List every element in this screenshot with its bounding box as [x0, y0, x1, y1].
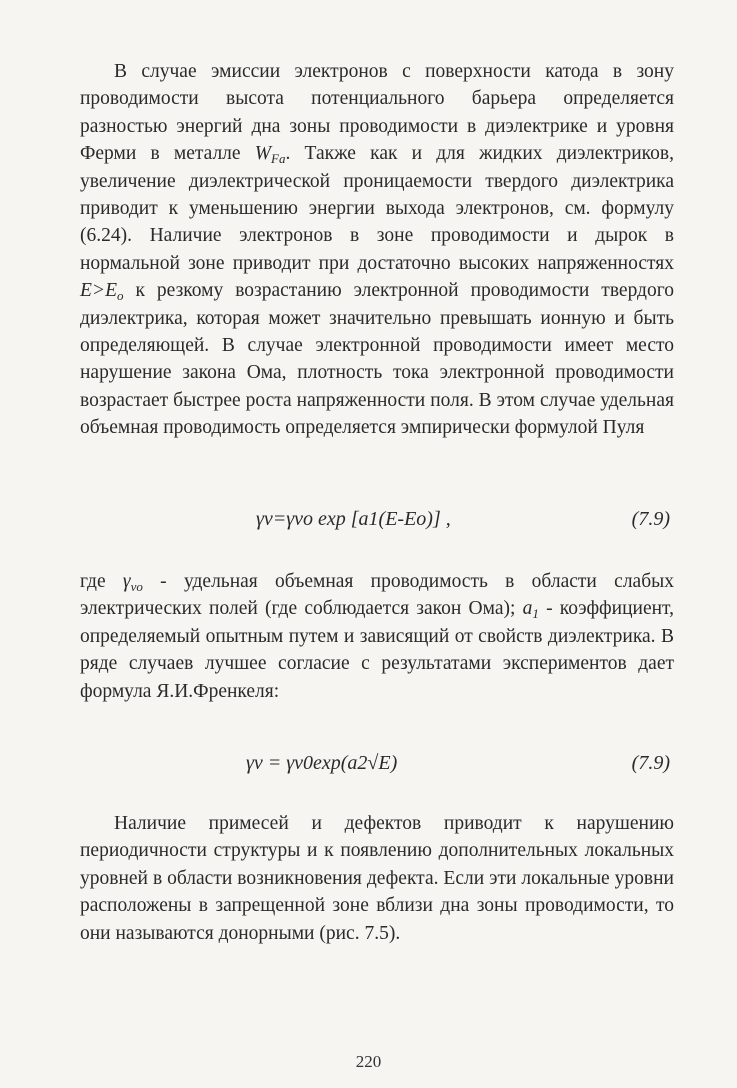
paragraph-1-part-1: В случае эмиссии электронов с поверхности катода в зону проводимости высота потенциального барьера определяется разностью энергий дна зоны проводимости в диэлектрике и уровня Ферми в металле: [80, 61, 674, 165]
symbol-a-subscript: 1: [532, 606, 539, 622]
page-number: 220: [355, 1052, 382, 1071]
formula-poole-expression: γv=γvo exp [a1(E-Eo)] ,: [256, 508, 451, 530]
paragraph-2-part-3: - коэффициент, определяемый опытным путем и зависящий от свойств диэлектрика. В ряде случаев лучшее согласие с результатами экспериментов дает формула Я.И.Френкеля:: [80, 598, 674, 702]
paragraph-1-part-2: . Также как и для жидких диэлектриков, увеличение диэлектрической проницаемости твердого диэлектрика приводит к уменьшению энергии выхода электронов, см. формулу (6.24). Наличие электронов в зоне проводимости и дырок в нормальной зоне приводит при достаточно высоких напряженностях: [80, 143, 674, 274]
formula-frenkel-number: (7.9): [631, 752, 670, 774]
paragraph-2-part-2: - удельная объемная проводимость в области слабых электрических полей (где соблюдается закон Ома);: [80, 571, 674, 620]
paragraph-1: [80, 58, 674, 442]
symbol-w-subscript: Fa: [271, 151, 286, 167]
formula-frenkel: [80, 752, 674, 786]
paragraph-1-part-3: к резкому возрастанию электронной проводимости твердого диэлектрика, которая может значительно превышать ионную и быть определяющей. В случае электронной проводимости имеет место нарушение закона Ома, плотность тока электронной проводимости возрастает быстрее роста напряженности поля. В этом случае удельная объемная проводимость определяется эмпирически формулой Пуля: [80, 280, 674, 439]
paragraph-3: Наличие примесей и дефектов приводит к нарушению периодичности структуры и к появлению дополнительных локальных уровней в области возникновения дефекта. Если эти локальные уровни расположены в запрещенной зоне вблизи дна зоны проводимости, то они называются донорными (рис. 7.5).: [80, 813, 674, 944]
condition-subscript: o: [116, 288, 124, 304]
paragraph-2: [80, 568, 674, 705]
symbol-a: a: [522, 598, 533, 620]
paragraph-2-part-1: где: [80, 571, 123, 592]
symbol-w: W: [254, 143, 272, 165]
condition-e-gt-eo: E>E: [80, 280, 117, 302]
formula-poole: [80, 508, 674, 542]
formula-frenkel-expression: γv = γv0exp(a2√E): [246, 752, 398, 774]
symbol-gamma: γ: [122, 571, 131, 592]
symbol-gamma-subscript: vo: [130, 579, 143, 594]
formula-poole-number: (7.9): [631, 508, 670, 530]
